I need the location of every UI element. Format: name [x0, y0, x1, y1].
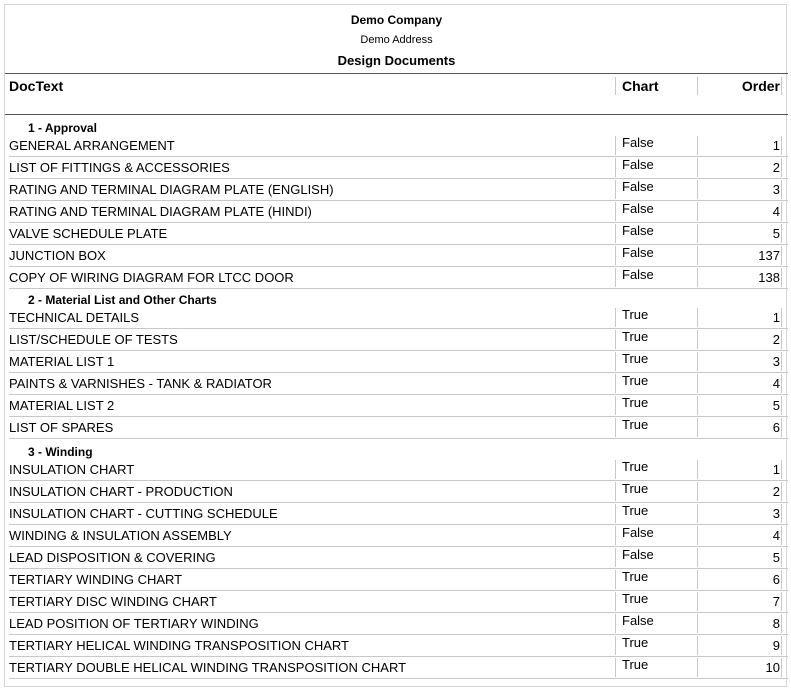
- column-divider: [697, 202, 698, 221]
- column-divider: [781, 77, 782, 95]
- column-divider: [615, 136, 616, 155]
- chart-cell: True: [622, 591, 649, 606]
- column-divider: [697, 77, 698, 95]
- table-row[interactable]: [5, 245, 788, 267]
- order-column-header[interactable]: Order: [741, 78, 780, 94]
- row-divider: [9, 288, 788, 289]
- column-divider: [615, 592, 616, 611]
- table-row[interactable]: [5, 267, 788, 289]
- column-divider: [781, 308, 782, 327]
- company-address: Demo Address: [360, 34, 433, 46]
- column-divider: [697, 658, 698, 677]
- column-divider: [697, 158, 698, 177]
- chart-cell: True: [622, 569, 649, 584]
- table-row[interactable]: [5, 569, 788, 591]
- column-divider: [781, 202, 782, 221]
- column-divider: [697, 308, 698, 327]
- column-divider: [615, 330, 616, 349]
- column-divider: [615, 526, 616, 545]
- column-divider: [781, 658, 782, 677]
- order-cell: 138: [758, 270, 780, 285]
- column-divider: [615, 548, 616, 567]
- column-divider: [615, 77, 616, 95]
- column-divider: [615, 202, 616, 221]
- order-cell: 4: [772, 528, 780, 543]
- table-row[interactable]: [5, 417, 788, 439]
- order-cell: 5: [772, 398, 780, 413]
- column-divider: [781, 180, 782, 199]
- chart-cell: False: [622, 157, 654, 172]
- table-row[interactable]: [5, 157, 788, 179]
- table-row[interactable]: [5, 635, 788, 657]
- table-row[interactable]: [5, 613, 788, 635]
- column-divider: [615, 224, 616, 243]
- chart-cell: False: [622, 201, 654, 216]
- column-divider: [615, 482, 616, 501]
- doctext-cell: TERTIARY DISC WINDING CHART: [9, 594, 217, 609]
- column-divider: [697, 526, 698, 545]
- column-divider: [697, 548, 698, 567]
- column-divider: [615, 268, 616, 287]
- chart-cell: True: [622, 373, 649, 388]
- company-name: Demo Company: [350, 13, 443, 27]
- table-row[interactable]: [5, 201, 788, 223]
- group-header: 2 - Material List and Other Charts: [28, 293, 217, 307]
- column-divider: [615, 374, 616, 393]
- chart-column-header[interactable]: Chart: [622, 78, 659, 94]
- doctext-cell: RATING AND TERMINAL DIAGRAM PLATE (ENGLISH): [9, 182, 334, 197]
- column-divider: [781, 268, 782, 287]
- doctext-cell: TECHNICAL DETAILS: [9, 310, 140, 325]
- column-divider: [781, 418, 782, 437]
- column-divider: [697, 614, 698, 633]
- order-cell: 7: [772, 594, 780, 609]
- column-divider: [781, 330, 782, 349]
- chart-cell: False: [622, 223, 654, 238]
- chart-cell: False: [622, 179, 654, 194]
- chart-cell: True: [622, 481, 649, 496]
- doctext-cell: GENERAL ARRANGEMENT: [9, 138, 175, 153]
- chart-cell: False: [622, 267, 654, 282]
- table-row[interactable]: [5, 351, 788, 373]
- column-divider: [615, 614, 616, 633]
- table-row[interactable]: [5, 135, 788, 157]
- chart-cell: True: [622, 307, 649, 322]
- column-divider: [615, 396, 616, 415]
- column-divider: [697, 246, 698, 265]
- chart-cell: True: [622, 417, 649, 432]
- column-divider: [615, 308, 616, 327]
- doctext-cell: TERTIARY DOUBLE HELICAL WINDING TRANSPOSITION CHART: [9, 660, 407, 675]
- doctext-cell: LEAD DISPOSITION & COVERING: [9, 550, 216, 565]
- column-divider: [781, 352, 782, 371]
- order-cell: 5: [772, 226, 780, 241]
- order-cell: 8: [772, 616, 780, 631]
- doctext-cell: INSULATION CHART - PRODUCTION: [9, 484, 233, 499]
- doctext-cell: LIST/SCHEDULE OF TESTS: [9, 332, 178, 347]
- order-cell: 10: [765, 660, 780, 675]
- order-cell: 3: [772, 182, 780, 197]
- chart-cell: True: [622, 503, 649, 518]
- column-divider: [781, 614, 782, 633]
- order-cell: 4: [772, 376, 780, 391]
- doctext-cell: LIST OF SPARES: [9, 420, 114, 435]
- table-row[interactable]: [5, 395, 788, 417]
- chart-cell: True: [622, 329, 649, 344]
- order-cell: 3: [772, 506, 780, 521]
- column-divider: [615, 636, 616, 655]
- doctext-cell: COPY OF WIRING DIAGRAM FOR LTCC DOOR: [9, 270, 294, 285]
- column-divider: [615, 352, 616, 371]
- order-cell: 6: [772, 572, 780, 587]
- column-divider: [781, 570, 782, 589]
- table-row[interactable]: [5, 503, 788, 525]
- group-header: 1 - Approval: [28, 121, 97, 135]
- doctext-cell: MATERIAL LIST 2: [9, 398, 115, 413]
- chart-cell: False: [622, 547, 654, 562]
- column-divider: [697, 396, 698, 415]
- order-cell: 3: [772, 354, 780, 369]
- chart-cell: True: [622, 395, 649, 410]
- order-cell: 6: [772, 420, 780, 435]
- column-header-row: [5, 73, 788, 115]
- column-divider: [781, 548, 782, 567]
- table-row[interactable]: [5, 525, 788, 547]
- column-divider: [615, 158, 616, 177]
- column-divider: [615, 460, 616, 479]
- order-cell: 2: [772, 332, 780, 347]
- doctext-cell: TERTIARY WINDING CHART: [9, 572, 183, 587]
- order-cell: 2: [772, 484, 780, 499]
- chart-cell: False: [622, 245, 654, 260]
- table-row[interactable]: [5, 179, 788, 201]
- column-divider: [781, 396, 782, 415]
- column-divider: [697, 570, 698, 589]
- row-divider: [9, 438, 788, 439]
- doctext-cell: INSULATION CHART: [9, 462, 135, 477]
- row-divider: [9, 678, 788, 679]
- column-divider: [615, 570, 616, 589]
- doctext-cell: LEAD POSITION OF TERTIARY WINDING: [9, 616, 259, 631]
- column-divider: [697, 136, 698, 155]
- table-row[interactable]: [5, 547, 788, 569]
- column-divider: [697, 374, 698, 393]
- column-divider: [781, 482, 782, 501]
- doctext-cell: LIST OF FITTINGS & ACCESSORIES: [9, 160, 230, 175]
- chart-cell: True: [622, 459, 649, 474]
- order-cell: 1: [772, 462, 780, 477]
- order-cell: 5: [772, 550, 780, 565]
- table-row[interactable]: [5, 657, 788, 679]
- table-row[interactable]: [5, 373, 788, 395]
- column-divider: [781, 246, 782, 265]
- doctext-cell: MATERIAL LIST 1: [9, 354, 115, 369]
- column-divider: [615, 504, 616, 523]
- group-header: 3 - Winding: [28, 445, 93, 459]
- column-divider: [697, 482, 698, 501]
- column-divider: [781, 224, 782, 243]
- doctext-cell: VALVE SCHEDULE PLATE: [9, 226, 168, 241]
- column-divider: [781, 374, 782, 393]
- table-row[interactable]: [5, 481, 788, 503]
- chart-cell: False: [622, 613, 654, 628]
- column-divider: [615, 418, 616, 437]
- report-title: Design Documents: [337, 53, 456, 68]
- order-cell: 1: [772, 138, 780, 153]
- column-divider: [781, 136, 782, 155]
- column-divider: [781, 158, 782, 177]
- column-divider: [781, 636, 782, 655]
- report-page: [4, 4, 787, 687]
- table-row[interactable]: [5, 591, 788, 613]
- order-cell: 2: [772, 160, 780, 175]
- chart-cell: True: [622, 635, 649, 650]
- column-divider: [697, 352, 698, 371]
- column-divider: [697, 460, 698, 479]
- order-cell: 4: [772, 204, 780, 219]
- order-cell: 9: [772, 638, 780, 653]
- doctext-cell: WINDING & INSULATION ASSEMBLY: [9, 528, 232, 543]
- column-divider: [615, 658, 616, 677]
- table-row[interactable]: [5, 223, 788, 245]
- table-row[interactable]: [5, 329, 788, 351]
- chart-cell: False: [622, 525, 654, 540]
- order-cell: 1: [772, 310, 780, 325]
- chart-cell: False: [622, 135, 654, 150]
- chart-cell: True: [622, 351, 649, 366]
- doctext-cell: RATING AND TERMINAL DIAGRAM PLATE (HINDI): [9, 204, 312, 219]
- doctext-cell: PAINTS & VARNISHES - TANK & RADIATOR: [9, 376, 272, 391]
- column-divider: [697, 418, 698, 437]
- column-divider: [781, 504, 782, 523]
- doctext-cell: TERTIARY HELICAL WINDING TRANSPOSITION CHART: [9, 638, 349, 653]
- column-divider: [697, 180, 698, 199]
- table-row[interactable]: [5, 307, 788, 329]
- order-cell: 137: [758, 248, 780, 263]
- doctext-cell: INSULATION CHART - CUTTING SCHEDULE: [9, 506, 278, 521]
- column-divider: [781, 526, 782, 545]
- column-divider: [615, 180, 616, 199]
- column-divider: [781, 460, 782, 479]
- column-divider: [697, 268, 698, 287]
- table-row[interactable]: [5, 459, 788, 481]
- column-divider: [697, 592, 698, 611]
- doctext-cell: JUNCTION BOX: [9, 248, 106, 263]
- column-divider: [781, 592, 782, 611]
- column-divider: [697, 224, 698, 243]
- column-divider: [697, 504, 698, 523]
- column-divider: [697, 330, 698, 349]
- doctext-column-header[interactable]: DocText: [9, 78, 64, 94]
- column-divider: [697, 636, 698, 655]
- chart-cell: True: [622, 657, 649, 672]
- column-divider: [615, 246, 616, 265]
